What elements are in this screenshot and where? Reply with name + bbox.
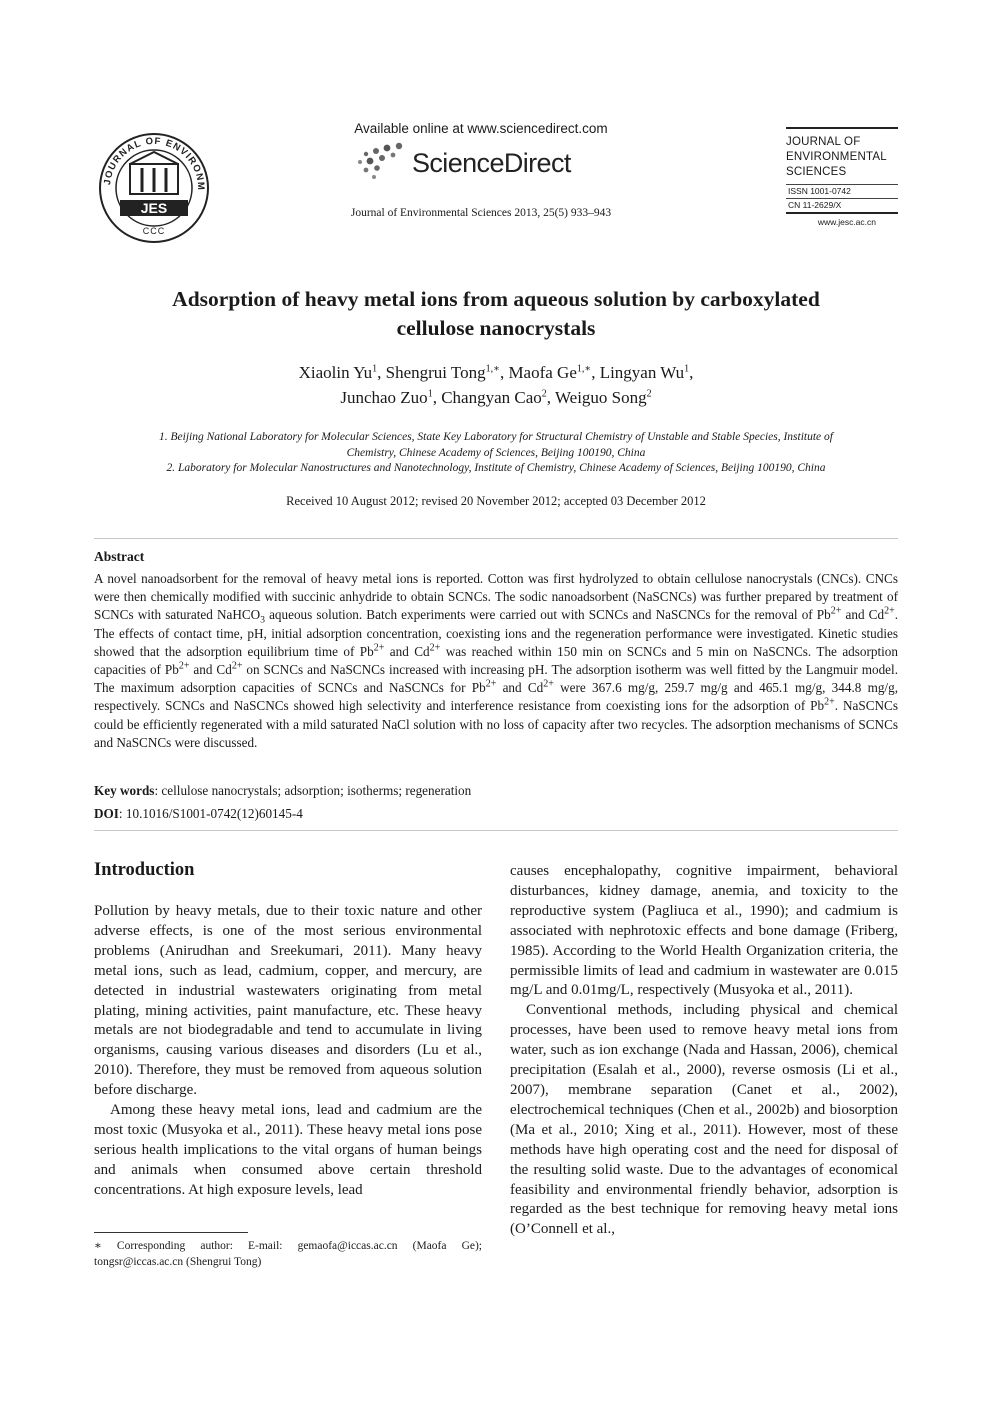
paragraph: Pollution by heavy metals, due to their toxic nature and other adverse effects, is one of the most serious environmental problems (Anirudhan and Sreekumari, 2011). Many heavy metal ions, such as lead, cadmium, copper, and mercury, are detected in industrial wastewaters originating from metal plating, mining activities, paint manufacture, etc. These heavy metals are not biodegradable and tend to accumulate in living organisms, causing various diseases and disorders (Lu et al., 2010). Therefore, they must be removed from aqueous solution before discharge. — [94, 903, 482, 1099]
abstract-segment: A novel nanoadsorbent for the removal of heavy metal ions is reported. Cotton was first hydrolyzed to obtain cellulose nanocrystals (CNCs). CNCs were then chemically modified with succinic anhydride to obtain SCNCs. The sodic nanoadsorbent (NaSCNCs) was further prepared by treatment of SCNCs with saturated NaHCO — [94, 571, 898, 623]
paragraph: causes encephalopathy, cognitive impairment, behavioral disturbances, kidney damage, anemia, and toxicity to the reproductive system (Pagliuca et al., 1990); and cadmium is associated with nephrotoxic effects and bone damage (Friberg, 1985). According to the World Health Organization criteria, the permissible limits of lead and cadmium in wastewater are 0.015 mg/L and 0.01mg/L, respectively (Musyoka et al., 2011). — [510, 863, 898, 999]
seal-base-text: CCC — [142, 226, 166, 236]
available-online-text[interactable]: Available online at www.sciencedirect.com — [354, 121, 608, 136]
superscript: 2+ — [373, 642, 385, 654]
journal-name-line2: ENVIRONMENTAL — [786, 151, 887, 163]
body-column-left — [94, 902, 482, 1201]
doi-label: DOI — [94, 806, 119, 821]
abstract-segment: aqueous solution. Batch experiments were carried out with SCNCs and NaSCNCs for the removal of Pb — [264, 607, 831, 623]
superscript: 2+ — [543, 678, 554, 690]
superscript: 2+ — [485, 678, 497, 690]
rule-top — [786, 127, 898, 129]
abstract-segment: was reached within 150 min on SCNCs and 5 min on NaSCNCs. The adsorption capacities of Pb — [94, 643, 898, 678]
sciencedirect-dots-icon — [356, 142, 414, 184]
seal-badge-text: JES — [140, 200, 168, 216]
author-line-2 — [90, 385, 902, 410]
affiliation-1-line-1: 1. Beijing National Laboratory for Molecular Sciences, State Key Laboratory for Structural Chemistry of Unstable and Stable Species, Institute of — [159, 431, 833, 443]
title-line-2: cellulose nanocrystals — [396, 316, 596, 340]
affiliation-2: 2. Laboratory for Molecular Nanostructures and Nanotechnology, Institute of Chemistry, Chinese Academy of Sciences, Beijing 100190, China — [166, 462, 826, 474]
author-separator: , — [499, 363, 509, 382]
author-name[interactable]: Shengrui Tong — [385, 363, 486, 382]
author-line-1 — [90, 360, 902, 385]
doi — [94, 806, 303, 822]
journal-citation: Journal of Environmental Sciences 2013, 25(5) 933–943 — [350, 207, 612, 219]
author-list — [90, 360, 902, 410]
keywords-list: : cellulose nanocrystals; adsorption; isotherms; regeneration — [154, 783, 472, 798]
abstract-segment: and Cd — [841, 607, 885, 623]
superscript: 2+ — [178, 660, 190, 672]
superscript: 2+ — [884, 606, 895, 618]
superscript: 2+ — [824, 697, 835, 709]
article-title — [90, 285, 902, 343]
author-affiliation-mark: 1 — [372, 363, 378, 375]
article-dates: Received 10 August 2012; revised 20 November 2012; accepted 03 December 2012 — [286, 494, 706, 508]
author-name[interactable]: Changyan Cao — [441, 388, 542, 407]
author-name[interactable]: Maofa Ge — [508, 363, 577, 382]
abstract-segment: and Cd — [384, 643, 430, 659]
section-heading-introduction: Introduction — [94, 860, 195, 880]
abstract-segment: . NaSCNCs could be efficiently regenerated with a mild saturated NaCl solution with no loss of capacity after two recycles. The adsorption mechanisms of SCNCs and NaSCNCs were discussed. — [94, 698, 898, 750]
author-affiliation-mark: 1 — [427, 388, 433, 400]
abstract-text — [94, 570, 898, 752]
subscript: 3 — [260, 616, 265, 627]
paragraph: Conventional methods, including physical and chemical processes, have been used to remove heavy metal ions from water, such as ion exchange (Nada and Hassan, 2006), chemical precipitation (Esalah et al., 2000), reverse osmosis (Li et al., 2007), membrane separation (Canet et al., 2002), electrochemical techniques (Chen et al., 2002b) and biosorption (Ma et al., 2010; Xing et al., 2011). However, most of these methods have high operating cost and the need for disposal of the resulting solid waste. Due to the advantages of economical feasibility and environmental friendly behavior, adsorption is regarded as the best technique for removing heavy metal ions (O’Connell et al., — [510, 1002, 898, 1238]
author-separator: , — [591, 363, 600, 382]
author-name[interactable]: Lingyan Wu — [599, 363, 685, 382]
author-name[interactable]: Xiaolin Yu — [298, 363, 373, 382]
doi-value[interactable]: : 10.1016/S1001-0742(12)60145-4 — [118, 806, 303, 821]
journal-info-box — [786, 127, 898, 227]
sciencedirect-logo[interactable] — [356, 142, 586, 184]
author-separator: , — [377, 363, 386, 382]
author-affiliation-mark: 2 — [646, 388, 652, 400]
author-affiliation-mark: 1,∗ — [485, 363, 500, 375]
issn: ISSN 1001-0742 — [788, 186, 851, 196]
abstract-segment: . The effects of contact time, pH, initial adsorption concentration, coexisting ions and the regeneration performance were investigated. Kinetic studies showed that the adsorption equilibrium time of Pb — [94, 607, 898, 659]
title-line-1: Adsorption of heavy metal ions from aqueous solution by carboxylated — [172, 287, 820, 311]
seal-ring-text: JOURNAL OF ENVIRONM — [102, 135, 207, 192]
author-separator: , — [689, 363, 694, 382]
author-name[interactable]: Weiguo Song — [554, 388, 647, 407]
author-separator: , — [432, 388, 442, 407]
keywords — [94, 783, 471, 799]
superscript: 2+ — [830, 606, 842, 618]
corresponding-author-footnote: ∗ Corresponding author: E-mail: gemaofa@iccas.ac.cn (Maofa Ge); tongsr@iccas.ac.cn (Shengrui Tong) — [94, 1240, 482, 1268]
affiliations — [94, 430, 898, 477]
journal-seal-logo — [92, 128, 216, 244]
cn-number: CN 11-2629/X — [788, 200, 842, 210]
abstract-heading: Abstract — [94, 549, 145, 564]
journal-name-line3: SCIENCES — [786, 166, 847, 178]
author-separator: , — [546, 388, 555, 407]
rule — [786, 212, 898, 214]
body-column-right — [510, 862, 898, 1240]
author-affiliation-mark: 1 — [684, 363, 690, 375]
footnote-rule — [94, 1232, 248, 1233]
author-name[interactable]: Junchao Zuo — [340, 388, 428, 407]
divider — [94, 538, 898, 539]
superscript: 2+ — [429, 642, 441, 654]
journal-website-link[interactable]: www.jesc.ac.cn — [817, 217, 876, 227]
abstract-segment: and Cd — [189, 662, 232, 678]
author-affiliation-mark: 2 — [541, 388, 547, 400]
abstract-segment: and Cd — [496, 680, 544, 696]
abstract-segment: were 367.6 mg/g, 259.7 mg/g and 465.1 mg/g, 344.8 mg/g, respectively. SCNCs and NaSCNCs showed high selectivity and interference resistance from coexisting ions for the adsorption of Pb — [94, 680, 898, 714]
divider — [94, 830, 898, 831]
author-affiliation-mark: 1,∗ — [576, 363, 592, 375]
keywords-label: Key words — [94, 783, 155, 798]
abstract-segment: on SCNCs and NaSCNCs increased with increasing pH. The adsorption isotherm was well fitted by the Langmuir model. The maximum adsorption capacities of SCNCs and NaSCNCs for Pb — [94, 662, 898, 696]
journal-name-line1: JOURNAL OF — [786, 136, 861, 148]
affiliation-1-line-2: Chemistry, Chinese Academy of Sciences, Beijing 100190, China — [346, 446, 646, 459]
paragraph: Among these heavy metal ions, lead and cadmium are the most toxic (Musyoka et al., 2011). These heavy metal ions pose serious health implications to the vital organs of human beings and animals when consumed above certain threshold concentrations. At high exposure levels, lead — [94, 1102, 482, 1198]
sciencedirect-wordmark: ScienceDirect — [412, 148, 571, 178]
superscript: 2+ — [231, 660, 243, 672]
